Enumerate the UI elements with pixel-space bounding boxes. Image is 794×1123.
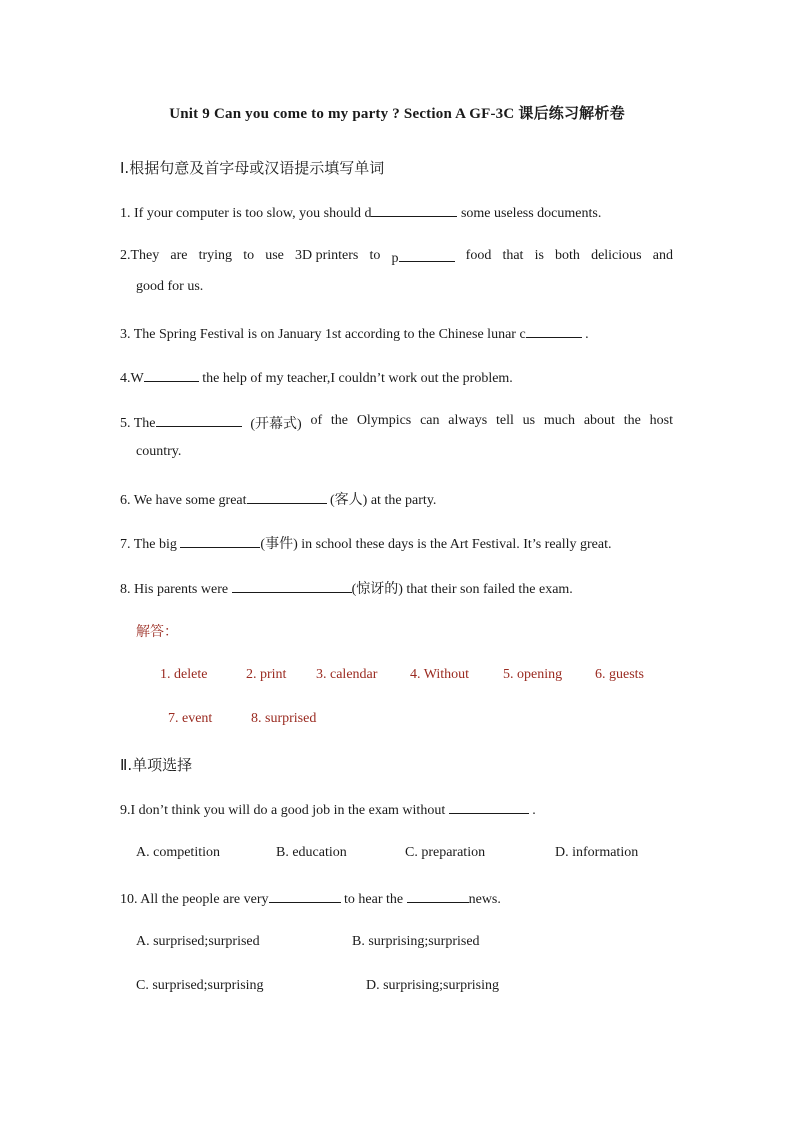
q5-blank[interactable] [156,413,242,427]
q5-text-pre: 5. The [120,416,156,431]
q8-text-post: that their son failed the exam. [402,582,573,597]
q10-text-mid: to hear the [340,892,407,907]
answer-3: 3. calendar [316,667,378,682]
page-title: Unit 9 Can you come to my party ? Section A GF-3C 课后练习解析卷 [169,106,625,122]
answer-4: 4. Without [410,667,470,682]
question-2-continued: good for us. [136,279,204,294]
question-6 [120,489,436,509]
section-1-heading: Ⅰ.根据句意及首字母或汉语提示填写单词 [120,159,385,177]
q2-word: delicious [591,248,642,263]
q9-option-c[interactable]: C. preparation [405,845,486,860]
q6-hint: (客人) [326,493,368,508]
q5-word: host [649,413,673,428]
q9-text-pre: 9.I don’t think you will do a good job in the exam without [120,803,449,818]
q3-blank[interactable] [526,324,582,338]
answer-6: 6. guests [595,667,644,682]
q5-word: can [420,413,440,428]
q6-text-pre: 6. We have some great [120,493,247,508]
answer-8: 8. surprised [251,711,317,726]
q5-word: us [522,413,536,428]
q5-word: much [543,413,576,428]
q10-option-c[interactable]: C. surprised;surprising [136,978,264,993]
q5-word: tell [495,413,514,428]
q9-blank[interactable] [449,800,529,814]
q1-text-post: some useless documents. [457,206,602,221]
q2-word: and [652,248,673,263]
q5-hint: (开幕式) [250,417,302,432]
q5-word: the [623,413,641,428]
answer-7: 7. event [168,711,213,726]
q2-word: 2.They [120,248,160,263]
q9-option-b[interactable]: B. education [276,845,347,860]
question-5-continued: country. [136,444,182,459]
q2-word: use [265,248,284,263]
q5-word: always [448,413,488,428]
q9-option-a[interactable]: A. competition [136,845,220,860]
q10-text-post: news. [468,892,501,907]
q6-blank[interactable] [247,490,327,504]
question-1 [120,203,601,222]
q3-text-post: . [581,327,589,342]
q2-blank[interactable] [399,248,455,262]
question-2 [120,248,673,267]
q10-blank-1[interactable] [269,889,341,903]
q3-text-pre: 3. The Spring Festival is on January 1st according to the Chinese lunar c [120,327,526,342]
question-9 [120,800,536,819]
q2-word: to [369,248,381,263]
q10-option-a[interactable]: A. surprised;surprised [136,934,260,949]
q1-text-pre: 1. If your computer is too slow, you should d [120,206,372,221]
q7-blank[interactable] [180,534,260,548]
q5-word: about [583,413,615,428]
question-5 [120,413,673,433]
question-8 [120,578,573,598]
q2-word: to [243,248,255,263]
q2-word: is [534,248,544,263]
section-2-heading: Ⅱ.单项选择 [120,756,193,774]
q5-word: of [310,413,323,428]
question-4 [120,368,513,387]
q7-text-pre: 7. The big [120,537,181,552]
q2-word: 3D printers [295,248,359,263]
q4-text-post: the help of my teacher,I couldn’t work out the problem. [198,371,513,386]
answer-label: 解答： [136,624,178,640]
answer-2: 2. print [246,667,287,682]
q9-text-post: . [528,803,536,818]
q2-initial: p [391,251,399,266]
q7-text-post: in school these days is the Art Festival. It’s really great. [297,537,612,552]
q2-word: that [502,248,524,263]
answer-1: 1. delete [160,667,208,682]
q5-word: the [330,413,349,428]
q4-text-pre: 4.W [120,371,144,386]
q10-text-pre: 10. All the people are very [120,892,269,907]
q6-text-post: at the party. [367,493,437,508]
question-7 [120,533,612,553]
q1-blank[interactable] [371,203,457,217]
q4-blank[interactable] [144,368,199,382]
q2-word: are [170,248,188,263]
q10-blank-2[interactable] [407,889,469,903]
q2-word: both [555,248,580,263]
q7-hint: (事件) [260,537,298,552]
q8-blank[interactable] [232,579,352,593]
question-10 [120,889,501,908]
q2-word: food [465,248,492,263]
q2-word: trying [198,248,233,263]
q8-text-pre: 8. His parents were [120,582,232,597]
q5-word: Olympics [356,413,412,428]
q10-option-d[interactable]: D. surprising;surprising [366,978,499,993]
q10-option-b[interactable]: B. surprising;surprised [352,934,480,949]
q9-option-d[interactable]: D. information [555,845,639,860]
q8-hint: (惊讶的) [351,582,403,597]
answer-5: 5. opening [503,667,563,682]
question-3 [120,324,589,343]
